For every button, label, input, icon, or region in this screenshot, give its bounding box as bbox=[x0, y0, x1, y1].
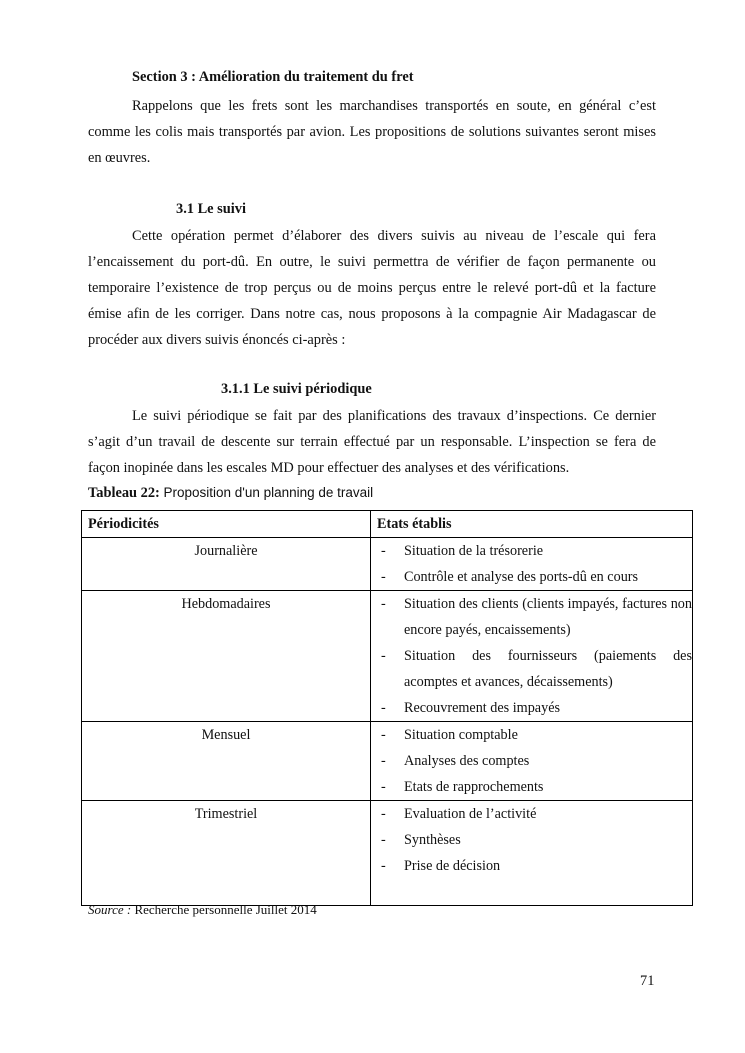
table-row bbox=[82, 801, 693, 906]
page-number: 71 bbox=[640, 973, 655, 989]
table-caption-text: Proposition d'un planning de travail bbox=[163, 485, 374, 500]
table-header-row bbox=[82, 511, 693, 538]
list-item: - Situation des clients (clients impayés, factures non encore payés, encaissements) bbox=[371, 591, 692, 643]
header-periodicites: Périodicités bbox=[82, 511, 371, 538]
list-item: - Etats de rapprochements bbox=[371, 774, 692, 800]
table-caption bbox=[88, 485, 373, 502]
source-text: Recherche personnelle Juillet 2014 bbox=[134, 902, 317, 917]
header-etats-etablis: Etats établis bbox=[371, 511, 693, 538]
list-item: - Synthèses bbox=[371, 827, 692, 853]
subsection-3-1-1-paragraph: Le suivi périodique se fait par des planifications des travaux d’inspections. Ce dernier s’agit d’un travail de descente sur terrain effectué par un responsable. L’inspection se fera de façon inopinée dans les escales MD pour effectuer des analyses et des vérifications. bbox=[88, 408, 656, 476]
list-item: - Prise de décision bbox=[371, 853, 692, 879]
section-paragraph: Rappelons que les frets sont les marchandises transportés en soute, en général c’est comme les colis mais transportés par avion. Les propositions de solutions suivantes seront mises en œuvres. bbox=[88, 98, 656, 166]
list-item: - Contrôle et analyse des ports-dû en cours bbox=[371, 564, 692, 590]
source-label: Source : bbox=[88, 902, 132, 917]
period-cell: Hebdomadaires bbox=[82, 591, 371, 722]
section-title: Section 3 : Amélioration du traitement du fret bbox=[132, 69, 414, 85]
subsection-3-1-paragraph: Cette opération permet d’élaborer des divers suivis au niveau de l’escale qui fera l’encaissement du port-dû. En outre, le suivi permettra de vérifier de façon permanente ou temporaire l’existence de trop perçus ou de moins perçus entre le relevé port-dû et la facture émise afin de les corriger. Dans notre cas, nous proposons à la compagnie Air Madagascar de procéder aux divers suivis énoncés ci-après : bbox=[88, 228, 656, 348]
table-caption-label: Tableau 22: bbox=[88, 485, 160, 501]
states-cell bbox=[371, 801, 693, 906]
table-row bbox=[82, 591, 693, 722]
list-item: - Situation de la trésorerie bbox=[371, 538, 692, 564]
list-item: - Evaluation de l’activité bbox=[371, 801, 692, 827]
planning-table bbox=[81, 510, 693, 906]
states-cell bbox=[371, 722, 693, 801]
states-cell bbox=[371, 591, 693, 722]
table-row bbox=[82, 538, 693, 591]
list-item: - Recouvrement des impayés bbox=[371, 695, 692, 721]
states-cell bbox=[371, 538, 693, 591]
list-item: - Situation des fournisseurs (paiements des acomptes et avances, décaissements) bbox=[371, 643, 692, 695]
subsection-3-1-title: 3.1 Le suivi bbox=[176, 201, 246, 217]
period-cell: Trimestriel bbox=[82, 801, 371, 906]
period-cell: Mensuel bbox=[82, 722, 371, 801]
table-row bbox=[82, 722, 693, 801]
subsection-3-1-1-title: 3.1.1 Le suivi périodique bbox=[221, 381, 372, 397]
table-source bbox=[88, 902, 317, 918]
list-item: - Situation comptable bbox=[371, 722, 692, 748]
list-item: - Analyses des comptes bbox=[371, 748, 692, 774]
period-cell: Journalière bbox=[82, 538, 371, 591]
